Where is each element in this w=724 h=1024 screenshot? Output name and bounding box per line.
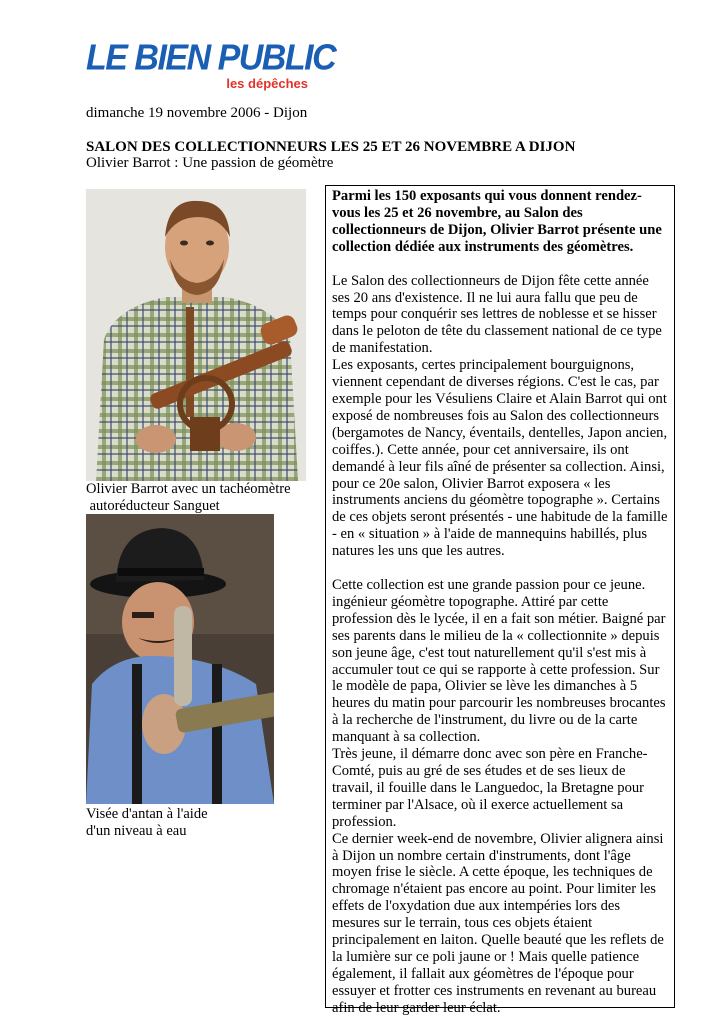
photo2-caption bbox=[86, 806, 208, 840]
dateline: dimanche 19 novembre 2006 - Dijon bbox=[86, 105, 308, 121]
photo2-caption-line2: d'un niveau à eau bbox=[86, 823, 187, 839]
article-paragraph-2: Les exposants, certes principalement bourguignons, viennent cependant de diverses régions. C'est le cas, par exemple pour les Vésuliens Claire et Alain Barrot qui ont exposé de nombreuses fois au Salon des collectionneurs (bergamotes de Nancy, éventails, dentelles, Japon ancien, coiffes.). Cette année, pour cet anniversaire, ils ont demandé à leur fils aîné de présenter sa collection. Ainsi, pour ce 20e salon, Olivier Barrot exposera « les instruments anciens du géomètre topographe ». Certains de ces objets seront présentés - une habitude de la famille - en « situation » à l'aide de mannequins habillés, plus natures les uns que les autres. bbox=[332, 357, 668, 560]
photo1-caption-line2: autoréducteur Sanguet bbox=[86, 498, 220, 514]
article-lead: Parmi les 150 exposants qui vous donnent rendez-vous les 25 et 26 novembre, au Salon des collectionneurs de Dijon, Olivier Barrot présente une collection dédiée aux instruments des géomètres. bbox=[332, 188, 662, 255]
photo-collector-with-tacheometer bbox=[86, 189, 306, 481]
subheadline: Olivier Barrot : Une passion de géomètre bbox=[86, 155, 334, 171]
article-paragraph-3: Cette collection est une grande passion pour ce jeune. ingénieur géomètre topographe. Attiré par cette profession dès le lycée, il en a fait son métier. Baigné par ses parents dans le milieu de la « collectionnite » depuis son jeune âge, c'est tout naturellement qu'il s'est mis à accumuler tout ce qui se rapporte à cette profession. Sur le modèle de papa, Olivier se lève les dimanches à 5 heures du matin pour parcourir les nombreuses brocantes à la recherche de l'instrument, du livre ou de la carte manquant à sa collection. bbox=[332, 577, 666, 746]
photo1-caption-line1: Olivier Barrot avec un tachéomètre bbox=[86, 481, 291, 497]
logo-subtitle: les dépêches bbox=[226, 76, 308, 91]
photo2-caption-line1: Visée d'antan à l'aide bbox=[86, 806, 208, 822]
photo1-caption bbox=[86, 481, 291, 515]
headline: SALON DES COLLECTIONNEURS LES 25 ET 26 NOVEMBRE A DIJON bbox=[86, 139, 576, 155]
article-paragraph-4: Très jeune, il démarre donc avec son père en Franche-Comté, puis au gré de ses études et de ses lieux de travail, il fouille dans le Languedoc, la Bretagne pour terminer par l'Alsace, où il exerce actuellement sa profession. bbox=[332, 746, 648, 830]
newspaper-logo bbox=[86, 37, 336, 98]
photo-mannequin-with-level bbox=[86, 514, 274, 804]
article-box bbox=[325, 185, 675, 1016]
logo-title: LE BIEN PUBLIC bbox=[86, 37, 336, 78]
article-paragraph-1: Le Salon des collectionneurs de Dijon fête cette année ses 20 ans d'existence. Il ne lui aura fallu que peu de temps pour conquérir ses lettres de noblesse et se hisser dans le peloton de tête du classement national de ce type de manifestation. bbox=[332, 272, 662, 357]
article-paragraph-5: Ce dernier week-end de novembre, Olivier alignera ainsi à Dijon un nombre certain d'instruments, dont l'âge moyen frise le siècle. A cette époque, les techniques de chromage n'étaient pas encore au point. Pour limiter les effets de l'oxydation due aux intempéries lors des mesures sur le terrain, tous ces objets étaient principalement en laiton. Quelle beauté que les reflets de la lumière sur ce poli jaune or ! Mais quelle patience également, il fallait aux géomètres de l'époque pour essuyer et frotter ces instruments en revenant au bureau afin de leur garder leur éclat. bbox=[332, 830, 664, 1016]
